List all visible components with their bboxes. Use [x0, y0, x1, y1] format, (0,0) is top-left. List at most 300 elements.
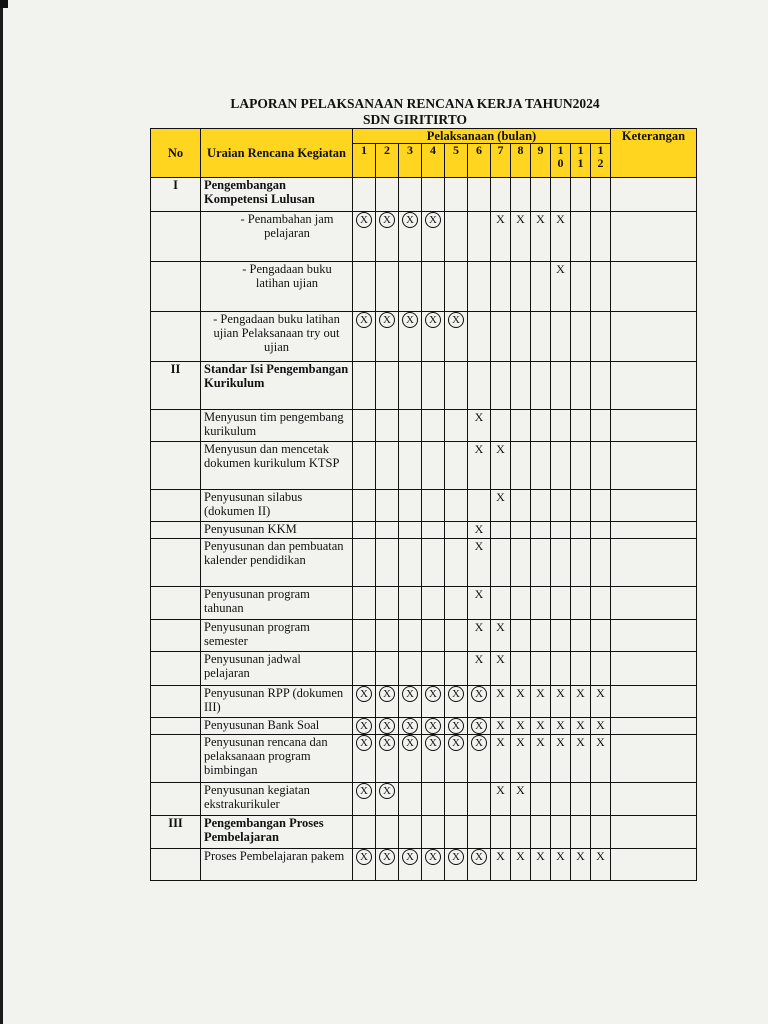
month-cell — [571, 735, 591, 783]
row-number — [151, 262, 201, 312]
activity-description: Penyusunan jadwal pelajaran — [201, 652, 353, 686]
month-cell — [531, 587, 551, 620]
table-row — [151, 312, 697, 362]
month-cell — [399, 410, 422, 442]
month-cell — [445, 783, 468, 816]
month-cell — [376, 686, 399, 718]
table-row — [151, 652, 697, 686]
mark-x: X — [516, 735, 525, 749]
month-cell — [399, 522, 422, 539]
month-cell — [353, 442, 376, 490]
month-cell — [531, 783, 551, 816]
circled-mark-x: X — [379, 783, 395, 799]
circled-mark-x: X — [356, 312, 372, 328]
month-cell — [591, 652, 611, 686]
circled-mark-x: X — [379, 212, 395, 228]
circled-mark-x: X — [471, 718, 487, 734]
month-cell — [468, 652, 491, 686]
activity-description: - Pengadaan buku latihan ujian — [201, 262, 353, 312]
header-month: 4 — [422, 144, 445, 178]
keterangan-cell — [611, 362, 697, 410]
keterangan-cell — [611, 816, 697, 849]
month-cell — [468, 410, 491, 442]
month-cell — [399, 362, 422, 410]
month-cell — [591, 718, 611, 735]
month-cell — [571, 783, 591, 816]
month-cell — [422, 312, 445, 362]
header-uraian: Uraian Rencana Kegiatan — [201, 129, 353, 178]
month-cell — [376, 620, 399, 652]
month-cell — [399, 652, 422, 686]
keterangan-cell — [611, 490, 697, 522]
month-cell — [399, 178, 422, 212]
month-cell — [491, 735, 511, 783]
month-cell — [399, 490, 422, 522]
header-month: 9 — [531, 144, 551, 178]
month-cell — [353, 652, 376, 686]
month-cell — [551, 262, 571, 312]
month-cell — [571, 490, 591, 522]
month-cell — [531, 410, 551, 442]
month-cell — [551, 652, 571, 686]
mark-x: X — [596, 849, 605, 863]
month-cell — [376, 442, 399, 490]
month-cell — [422, 587, 445, 620]
month-cell — [531, 686, 551, 718]
table-row — [151, 816, 697, 849]
month-cell — [399, 718, 422, 735]
table-row — [151, 212, 697, 262]
month-cell — [353, 410, 376, 442]
month-cell — [511, 312, 531, 362]
month-cell — [399, 262, 422, 312]
month-cell — [591, 735, 611, 783]
keterangan-cell — [611, 849, 697, 881]
month-cell — [571, 362, 591, 410]
month-cell — [511, 718, 531, 735]
month-cell — [511, 652, 531, 686]
month-cell — [491, 539, 511, 587]
month-cell — [551, 686, 571, 718]
circled-mark-x: X — [356, 783, 372, 799]
month-cell — [571, 539, 591, 587]
month-cell — [491, 816, 511, 849]
month-cell — [468, 490, 491, 522]
keterangan-cell — [611, 262, 697, 312]
mark-x: X — [496, 212, 505, 226]
header-month: 1 2 — [591, 144, 611, 178]
month-cell — [491, 620, 511, 652]
month-cell — [591, 490, 611, 522]
month-cell — [399, 442, 422, 490]
month-cell — [422, 442, 445, 490]
title-line-1: LAPORAN PELAKSANAAN RENCANA KERJA TAHUN2024 — [230, 96, 600, 111]
month-cell — [376, 212, 399, 262]
mark-x: X — [496, 718, 505, 732]
month-cell — [376, 522, 399, 539]
month-cell — [422, 686, 445, 718]
circled-mark-x: X — [471, 735, 487, 751]
mark-x: X — [576, 718, 585, 732]
table-row — [151, 849, 697, 881]
month-cell — [353, 849, 376, 881]
month-cell — [353, 783, 376, 816]
mark-x: X — [496, 735, 505, 749]
activity-description: Pengembangan Proses Pembelajaran — [201, 816, 353, 849]
keterangan-cell — [611, 686, 697, 718]
month-cell — [531, 849, 551, 881]
month-cell — [353, 312, 376, 362]
month-cell — [468, 312, 491, 362]
month-cell — [511, 362, 531, 410]
circled-mark-x: X — [356, 849, 372, 865]
month-cell — [571, 686, 591, 718]
month-cell — [399, 312, 422, 362]
month-cell — [445, 620, 468, 652]
month-cell — [399, 686, 422, 718]
month-cell — [531, 522, 551, 539]
month-cell — [491, 587, 511, 620]
month-cell — [353, 686, 376, 718]
month-cell — [353, 262, 376, 312]
table-row — [151, 686, 697, 718]
month-cell — [422, 849, 445, 881]
month-cell — [445, 522, 468, 539]
month-cell — [399, 783, 422, 816]
header-month: 1 — [353, 144, 376, 178]
circled-mark-x: X — [402, 849, 418, 865]
month-cell — [591, 362, 611, 410]
keterangan-cell — [611, 735, 697, 783]
circled-mark-x: X — [379, 312, 395, 328]
keterangan-cell — [611, 442, 697, 490]
table-row — [151, 522, 697, 539]
month-cell — [399, 587, 422, 620]
keterangan-cell — [611, 718, 697, 735]
month-cell — [551, 522, 571, 539]
month-cell — [445, 686, 468, 718]
row-number — [151, 587, 201, 620]
month-cell — [531, 620, 551, 652]
keterangan-cell — [611, 212, 697, 262]
month-cell — [491, 410, 511, 442]
month-cell — [422, 652, 445, 686]
mark-x: X — [474, 587, 484, 601]
month-cell — [353, 816, 376, 849]
circled-mark-x: X — [356, 735, 372, 751]
month-cell — [491, 490, 511, 522]
month-cell — [422, 362, 445, 410]
mark-x: X — [536, 686, 545, 700]
mark-x: X — [496, 490, 505, 504]
month-cell — [399, 212, 422, 262]
circled-mark-x: X — [402, 718, 418, 734]
mark-x: X — [474, 620, 484, 634]
month-cell — [399, 735, 422, 783]
month-cell — [445, 718, 468, 735]
row-number — [151, 735, 201, 783]
circled-mark-x: X — [425, 312, 441, 328]
month-cell — [468, 522, 491, 539]
month-cell — [468, 783, 491, 816]
month-cell — [571, 718, 591, 735]
mark-x: X — [474, 522, 484, 536]
mark-x: X — [536, 718, 545, 732]
header-month: 8 — [511, 144, 531, 178]
month-cell — [468, 816, 491, 849]
circled-mark-x: X — [402, 312, 418, 328]
month-cell — [511, 686, 531, 718]
month-cell — [571, 849, 591, 881]
month-cell — [511, 410, 531, 442]
month-cell — [376, 816, 399, 849]
table-row — [151, 735, 697, 783]
month-cell — [551, 620, 571, 652]
circled-mark-x: X — [448, 312, 464, 328]
month-cell — [571, 312, 591, 362]
activity-description: Penyusunan Bank Soal — [201, 718, 353, 735]
mark-x: X — [496, 849, 505, 863]
month-cell — [491, 442, 511, 490]
month-cell — [531, 178, 551, 212]
header-month: 3 — [399, 144, 422, 178]
month-cell — [491, 783, 511, 816]
mark-x: X — [496, 686, 505, 700]
mark-x: X — [474, 539, 484, 553]
table-row — [151, 718, 697, 735]
mark-x: X — [536, 735, 545, 749]
month-cell — [551, 816, 571, 849]
month-cell — [445, 262, 468, 312]
header-pelaksanaan: Pelaksanaan (bulan) — [353, 129, 611, 144]
mark-x: X — [556, 718, 565, 732]
month-cell — [353, 490, 376, 522]
header-month: 1 0 — [551, 144, 571, 178]
month-cell — [445, 652, 468, 686]
month-cell — [376, 652, 399, 686]
month-cell — [591, 816, 611, 849]
mark-x: X — [576, 686, 585, 700]
month-cell — [353, 178, 376, 212]
month-cell — [551, 442, 571, 490]
month-cell — [468, 212, 491, 262]
month-cell — [376, 410, 399, 442]
mark-x: X — [536, 849, 545, 863]
month-cell — [531, 312, 551, 362]
month-cell — [511, 783, 531, 816]
month-cell — [422, 410, 445, 442]
mark-x: X — [474, 652, 484, 666]
month-cell — [511, 735, 531, 783]
month-cell — [531, 816, 551, 849]
month-cell — [551, 587, 571, 620]
month-cell — [491, 849, 511, 881]
month-cell — [445, 212, 468, 262]
month-cell — [445, 442, 468, 490]
month-cell — [399, 816, 422, 849]
header-month: 5 — [445, 144, 468, 178]
month-cell — [511, 442, 531, 490]
mark-x: X — [556, 212, 565, 226]
month-cell — [531, 490, 551, 522]
mark-x: X — [496, 652, 505, 666]
month-cell — [571, 410, 591, 442]
month-cell — [591, 620, 611, 652]
keterangan-cell — [611, 312, 697, 362]
month-cell — [468, 178, 491, 212]
month-cell — [551, 212, 571, 262]
report-title — [150, 96, 680, 128]
month-cell — [511, 522, 531, 539]
month-cell — [551, 849, 571, 881]
month-cell — [422, 735, 445, 783]
table-row — [151, 410, 697, 442]
month-cell — [531, 362, 551, 410]
month-cell — [445, 849, 468, 881]
month-cell — [376, 490, 399, 522]
mark-x: X — [536, 212, 545, 226]
circled-mark-x: X — [425, 718, 441, 734]
month-cell — [571, 212, 591, 262]
mark-x: X — [556, 262, 565, 276]
table-row — [151, 490, 697, 522]
work-plan-table — [150, 128, 697, 881]
month-cell — [551, 783, 571, 816]
circled-mark-x: X — [379, 718, 395, 734]
row-number — [151, 620, 201, 652]
month-cell — [591, 178, 611, 212]
circled-mark-x: X — [356, 718, 372, 734]
month-cell — [511, 262, 531, 312]
month-cell — [353, 718, 376, 735]
month-cell — [468, 587, 491, 620]
activity-description: Penyusunan silabus (dokumen II) — [201, 490, 353, 522]
activity-description: - Pengadaan buku latihan ujian Pelaksanaan try out ujian — [201, 312, 353, 362]
activity-description: Penyusunan rencana dan pelaksanaan program bimbingan — [201, 735, 353, 783]
month-cell — [422, 262, 445, 312]
month-cell — [353, 735, 376, 783]
mark-x: X — [474, 410, 484, 424]
month-cell — [491, 312, 511, 362]
month-cell — [445, 410, 468, 442]
activity-description: - Penambahan jam pelajaran — [201, 212, 353, 262]
month-cell — [551, 735, 571, 783]
month-cell — [376, 178, 399, 212]
mark-x: X — [496, 442, 505, 456]
month-cell — [468, 718, 491, 735]
mark-x: X — [516, 783, 525, 797]
month-cell — [468, 442, 491, 490]
month-cell — [591, 212, 611, 262]
keterangan-cell — [611, 178, 697, 212]
month-cell — [531, 735, 551, 783]
month-cell — [376, 849, 399, 881]
circled-mark-x: X — [356, 212, 372, 228]
month-cell — [591, 410, 611, 442]
mark-x: X — [516, 849, 525, 863]
circled-mark-x: X — [448, 718, 464, 734]
mark-x: X — [516, 686, 525, 700]
month-cell — [422, 490, 445, 522]
keterangan-cell — [611, 652, 697, 686]
row-number — [151, 539, 201, 587]
table-row — [151, 587, 697, 620]
circled-mark-x: X — [402, 212, 418, 228]
month-cell — [445, 362, 468, 410]
month-cell — [511, 587, 531, 620]
month-cell — [551, 490, 571, 522]
month-cell — [353, 587, 376, 620]
row-number — [151, 522, 201, 539]
row-number — [151, 686, 201, 718]
row-number — [151, 442, 201, 490]
month-cell — [591, 312, 611, 362]
row-number: I — [151, 178, 201, 212]
month-cell — [422, 522, 445, 539]
month-cell — [571, 652, 591, 686]
month-cell — [445, 587, 468, 620]
month-cell — [445, 178, 468, 212]
header-keterangan: Keterangan — [611, 129, 697, 178]
activity-description: Proses Pembelajaran pakem — [201, 849, 353, 881]
month-cell — [511, 620, 531, 652]
row-number — [151, 490, 201, 522]
header-month: 7 — [491, 144, 511, 178]
month-cell — [353, 522, 376, 539]
month-cell — [468, 849, 491, 881]
month-cell — [491, 686, 511, 718]
table-row — [151, 362, 697, 410]
month-cell — [376, 587, 399, 620]
month-cell — [571, 522, 591, 539]
month-cell — [491, 362, 511, 410]
mark-x: X — [596, 735, 605, 749]
table-row — [151, 539, 697, 587]
month-cell — [511, 490, 531, 522]
month-cell — [399, 620, 422, 652]
circled-mark-x: X — [379, 735, 395, 751]
mark-x: X — [556, 849, 565, 863]
month-cell — [511, 178, 531, 212]
row-number — [151, 652, 201, 686]
mark-x: X — [516, 212, 525, 226]
month-cell — [591, 849, 611, 881]
circled-mark-x: X — [471, 686, 487, 702]
month-cell — [551, 539, 571, 587]
mark-x: X — [556, 735, 565, 749]
month-cell — [445, 735, 468, 783]
month-cell — [468, 262, 491, 312]
table-row — [151, 178, 697, 212]
keterangan-cell — [611, 783, 697, 816]
circled-mark-x: X — [425, 212, 441, 228]
row-number — [151, 212, 201, 262]
month-cell — [491, 262, 511, 312]
title-line-2: SDN GIRITIRTO — [363, 112, 467, 127]
month-cell — [591, 262, 611, 312]
activity-description: Penyusunan dan pembuatan kalender pendidikan — [201, 539, 353, 587]
month-cell — [422, 539, 445, 587]
row-number — [151, 410, 201, 442]
month-cell — [491, 178, 511, 212]
month-cell — [571, 620, 591, 652]
month-cell — [511, 849, 531, 881]
mark-x: X — [596, 718, 605, 732]
circled-mark-x: X — [379, 849, 395, 865]
month-cell — [376, 735, 399, 783]
circled-mark-x: X — [448, 735, 464, 751]
month-cell — [571, 178, 591, 212]
